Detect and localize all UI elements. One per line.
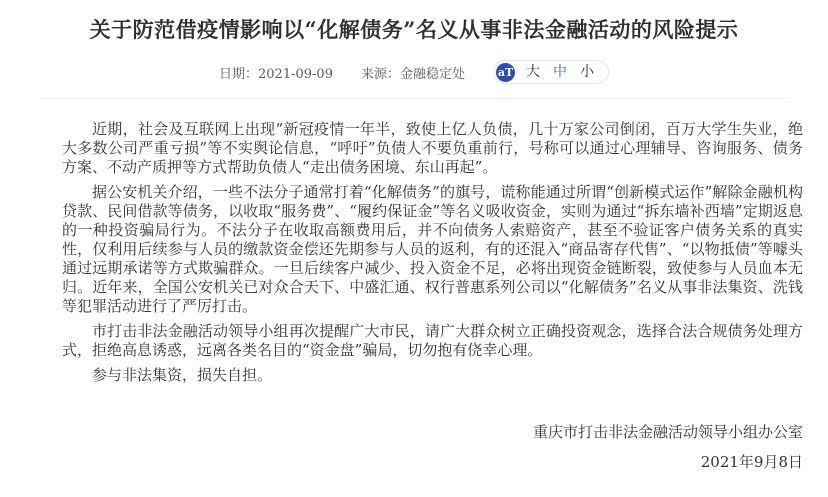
article-body [0, 120, 828, 385]
meta-date [219, 63, 333, 82]
meta-source [361, 63, 465, 82]
font-size-option-medium[interactable]: 中 [553, 64, 567, 80]
source-value: 金融稳定处 [399, 66, 465, 82]
meta-row [0, 60, 828, 84]
risk-notice-page [0, 16, 828, 497]
date-label: 日期： [219, 66, 259, 82]
page-title: 关于防范借疫情影响以“化解债务”名义从事非法金融活动的风险提示 [89, 17, 739, 42]
font-size-option-small[interactable]: 小 [580, 64, 594, 80]
date-value: 2021-09-09 [258, 66, 333, 82]
paragraph: 参与非法集资，损失自担。 [92, 366, 273, 384]
signature-block [0, 423, 828, 472]
font-size-options [526, 65, 594, 79]
font-size-option-large[interactable]: 大 [526, 64, 540, 80]
paragraph: 据公安机关介绍，一些不法分子通常打着“化解债务”的旗号，谎称能通过所谓“创新模式运作”解除金融机构贷款、民间借款等债务，以收取“服务费”、“履约保证金”等名义吸收资金，实则为通过“拆东墙补西墙”定期返息的一种投资骗局行为。不法分子在收取高额费用后，并不向债务人索赔资产，甚至不验证客户债务关系的真实性，仅利用后续参与人员的缴款资金偿还先期参与人员的返利，有的还混入“商品寄存代售”、“以物抵债”等噱头通过远期承诺等方式欺骗群众。一旦后续客户减少、投入资金不足，必将出现资金链断裂，致使参与人员血本无归。近年来，全国公安机关已对众合天下、中盛汇通、权行普惠系列公司以“化解债务”名义从事非法集资、洗钱等犯罪活动进行了严厉打击。 [62, 183, 803, 315]
paragraph: 市打击非法金融活动领导小组再次提醒广大市民，请广大群众树立正确投资观念，选择合法合规债务处理方式，拒绝高息诱惑，远离各类名目的“资金盘”骗局，切勿抱有侥幸心理。 [62, 322, 803, 359]
paragraph: 近期，社会及互联网上出现“新冠疫情一年半，致使上亿人负债，几十万家公司倒闭，百万大学生失业，绝大多数公司严重亏损”等不实舆论信息，“呼吁”负债人不要负重前行，号称可以通过心理辅导、咨询服务、债务方案、不动产质押等方式帮助负债人“走出债务困境、东山再起”。 [62, 120, 803, 176]
font-size-control [493, 60, 609, 84]
source-label: 来源： [360, 66, 400, 82]
font-size-icon: aT [496, 63, 515, 82]
signature-org: 重庆市打击非法金融活动领导小组办公室 [532, 423, 803, 441]
divider [40, 98, 788, 99]
signature-date: 2021年9月8日 [700, 453, 803, 471]
